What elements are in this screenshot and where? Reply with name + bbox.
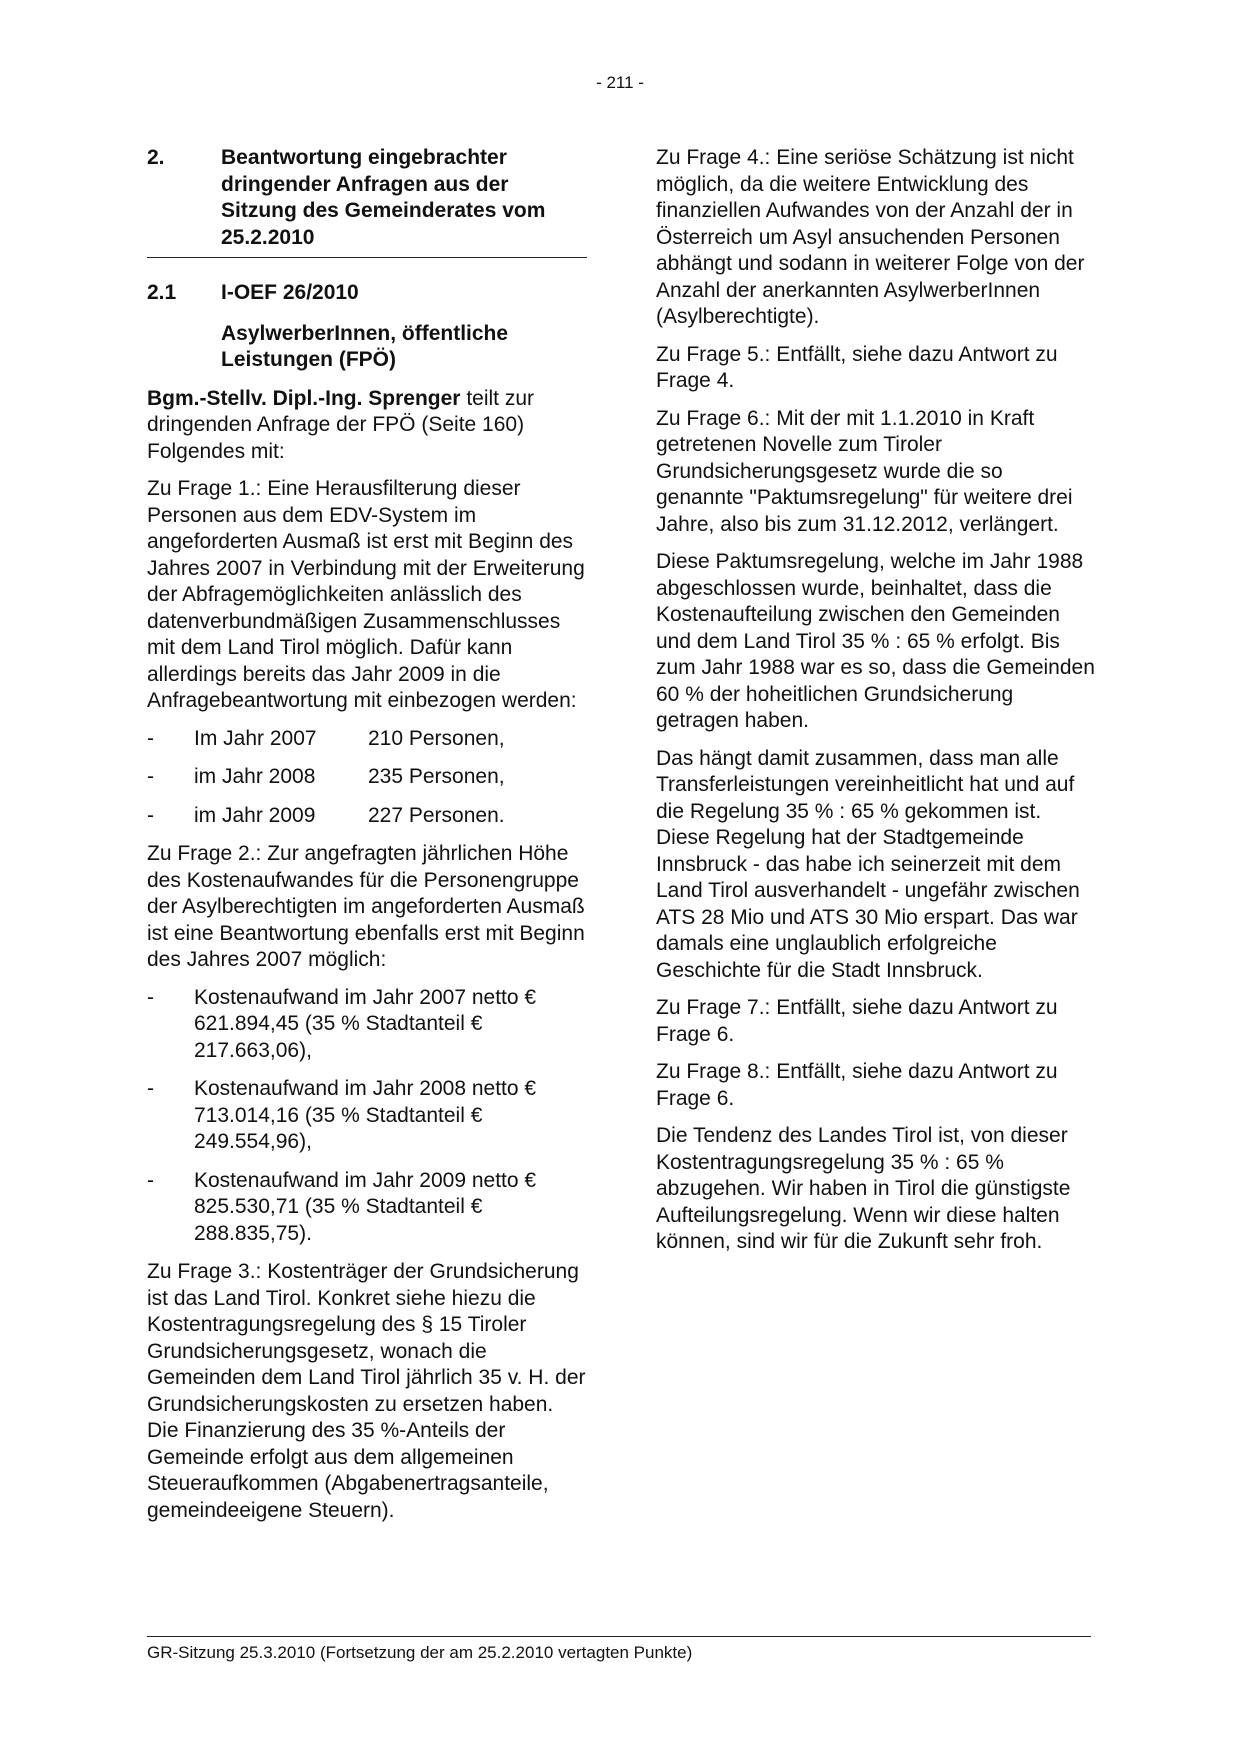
answer-question-7: Zu Frage 7.: Entfällt, siehe dazu Antwort zu Frage 6. — [656, 996, 1058, 1046]
tendency-paragraph: Die Tendenz des Landes Tirol ist, von dieser Kostentragungsregelung 35 % : 65 % abzugehen. Wir haben in Tirol die günstigste Aufteilungsregelung. Wenn wir diese halten können, sind wir für die Zukunft sehr froh. — [656, 1124, 1071, 1253]
page-number: - 211 - — [596, 73, 644, 92]
transfer-paragraph: Das hängt damit zusammen, dass man alle Transferleistungen vereinheitlicht hat und auf die Regelung 35 % : 65 % gekommen ist. Diese Regelung hat der Stadtgemeinde Innsbruck - das habe ich seinerzeit mit dem Land Tirol ausverhandelt - ungefähr zwischen ATS 28 Mio und ATS 30 Mio erspart. Das war damals eine unglaublich erfolgreiche Geschichte für die Stadt Innsbruck. — [656, 746, 1080, 982]
list-dash: - — [147, 803, 154, 827]
list-count: 210 Personen, — [368, 726, 505, 750]
list-year: im Jahr 2009 — [194, 803, 316, 827]
list-count: 235 Personen, — [368, 765, 505, 788]
list-dash: - — [147, 726, 154, 750]
paktum-paragraph: Diese Paktumsregelung, welche im Jahr 1988 abgeschlossen wurde, beinhaltet, dass die Kostenaufteilung zwischen den Gemeinden und dem Land Tirol 35 % : 65 % erfolgt. Bis zum Jahr 1988 war es so, dass die Gemeinden 60 % der hoheitlichen Grundsicherung getragen haben. — [656, 550, 1095, 732]
footer-divider — [147, 1636, 1091, 1637]
list-item — [147, 985, 587, 1065]
subsection-title: AsylwerberInnen, öffentliche Leistungen (FPÖ) — [221, 321, 509, 371]
answer-question-3: Zu Frage 3.: Kostenträger der Grundsicherung ist das Land Tirol. Konkret siehe hiezu die Kostentragungsregelung des § 15 Tiroler Grundsicherungsgesetz, wonach die Gemeinden dem Land Tirol jährlich 35 v. H. der Grundsicherungskosten zu ersetzen haben. Die Finanzierung des 35 %-Anteils der Gemeinde erfolgt aus dem allgemeinen Steueraufkommen (Abgabenertragsanteile, gemeindeeigene Steuern). — [147, 1260, 586, 1522]
answer-question-8: Zu Frage 8.: Entfällt, siehe dazu Antwort zu Frage 6. — [656, 1060, 1058, 1110]
list-year: im Jahr 2008 — [194, 765, 316, 788]
section-title: Beantwortung eingebrachter dringender Anfragen aus der Sitzung des Gemeinderates vom 25.2.2010 — [221, 146, 546, 249]
answer-question-4: Zu Frage 4.: Eine seriöse Schätzung ist nicht möglich, da die weitere Entwicklung des finanziellen Aufwandes von der Anzahl der in Österreich um Asyl ansuchenden Personen abhängt und sodann in weiterer Folge von der Anzahl der anerkannten AsylwerberInnen (Asylberechtigte). — [656, 146, 1085, 328]
intro-paragraph — [147, 386, 587, 466]
cost-text: Kostenaufwand im Jahr 2009 netto € 825.530,71 (35 % Stadtanteil € 288.835,75). — [194, 1168, 537, 1245]
list-item — [147, 1076, 587, 1156]
list-dash: - — [147, 1168, 154, 1192]
cost-text: Kostenaufwand im Jahr 2008 netto € 713.014,16 (35 % Stadtanteil € 249.554,96), — [194, 1077, 537, 1153]
answer-question-2: Zu Frage 2.: Zur angefragten jährlichen Höhe des Kostenaufwandes für die Personengruppe der Asylberechtigten im angeforderten Ausmaß ist eine Beantwortung ebenfalls erst mit Beginn des Jahres 2007 möglich: — [147, 842, 585, 971]
list-item — [147, 1168, 587, 1248]
answer-question-6: Zu Frage 6.: Mit der mit 1.1.2010 in Kraft getretenen Novelle zum Tiroler Grundsicherungsgesetz wurde die so genannte "Paktumsregelung" für weitere drei Jahre, also bis zum 31.12.2012, verlängert. — [656, 406, 1073, 536]
list-item — [147, 726, 587, 753]
costs-list — [147, 985, 587, 1248]
list-item — [147, 764, 587, 791]
subsection-number: 2.1 — [147, 281, 177, 304]
subsection-heading — [147, 280, 587, 307]
list-dash: - — [147, 985, 154, 1009]
left-column — [147, 145, 587, 1535]
subsection-code: I-OEF 26/2010 — [221, 281, 359, 304]
cost-text: Kostenaufwand im Jahr 2007 netto € 621.894,45 (35 % Stadtanteil € 217.663,06), — [194, 985, 537, 1062]
list-dash: - — [147, 765, 154, 788]
list-count: 227 Personen. — [368, 803, 505, 827]
list-item — [147, 803, 587, 830]
section-heading — [147, 145, 587, 258]
intro-text: teilt zur dringenden Anfrage der FPÖ (Seite 160) Folgendes mit: — [147, 386, 535, 463]
answer-question-5: Zu Frage 5.: Entfällt, siehe dazu Antwort zu Frage 4. — [656, 342, 1058, 392]
persons-list — [147, 726, 587, 830]
speaker-name: Bgm.-Stellv. Dipl.-Ing. Sprenger — [147, 386, 461, 410]
footer-text: GR-Sitzung 25.3.2010 (Fortsetzung der am 25.2.2010 vertagten Punkte) — [147, 1643, 693, 1662]
list-year: Im Jahr 2007 — [194, 726, 317, 750]
right-column — [656, 145, 1096, 1267]
answer-question-1: Zu Frage 1.: Eine Herausfilterung dieser Personen aus dem EDV-System im angeforderten Ausmaß ist erst mit Beginn des Jahres 2007 in Verbindung mit der Erweiterung der Abfragemöglichkeiten anlässlich des datenverbundmäßigen Zusammenschlusses mit dem Land Tirol möglich. Dafür kann allerdings bereits das Jahr 2009 in die Anfragebeantwortung mit einbezogen werden: — [147, 477, 585, 712]
list-dash: - — [147, 1077, 154, 1100]
section-number: 2. — [147, 146, 165, 169]
